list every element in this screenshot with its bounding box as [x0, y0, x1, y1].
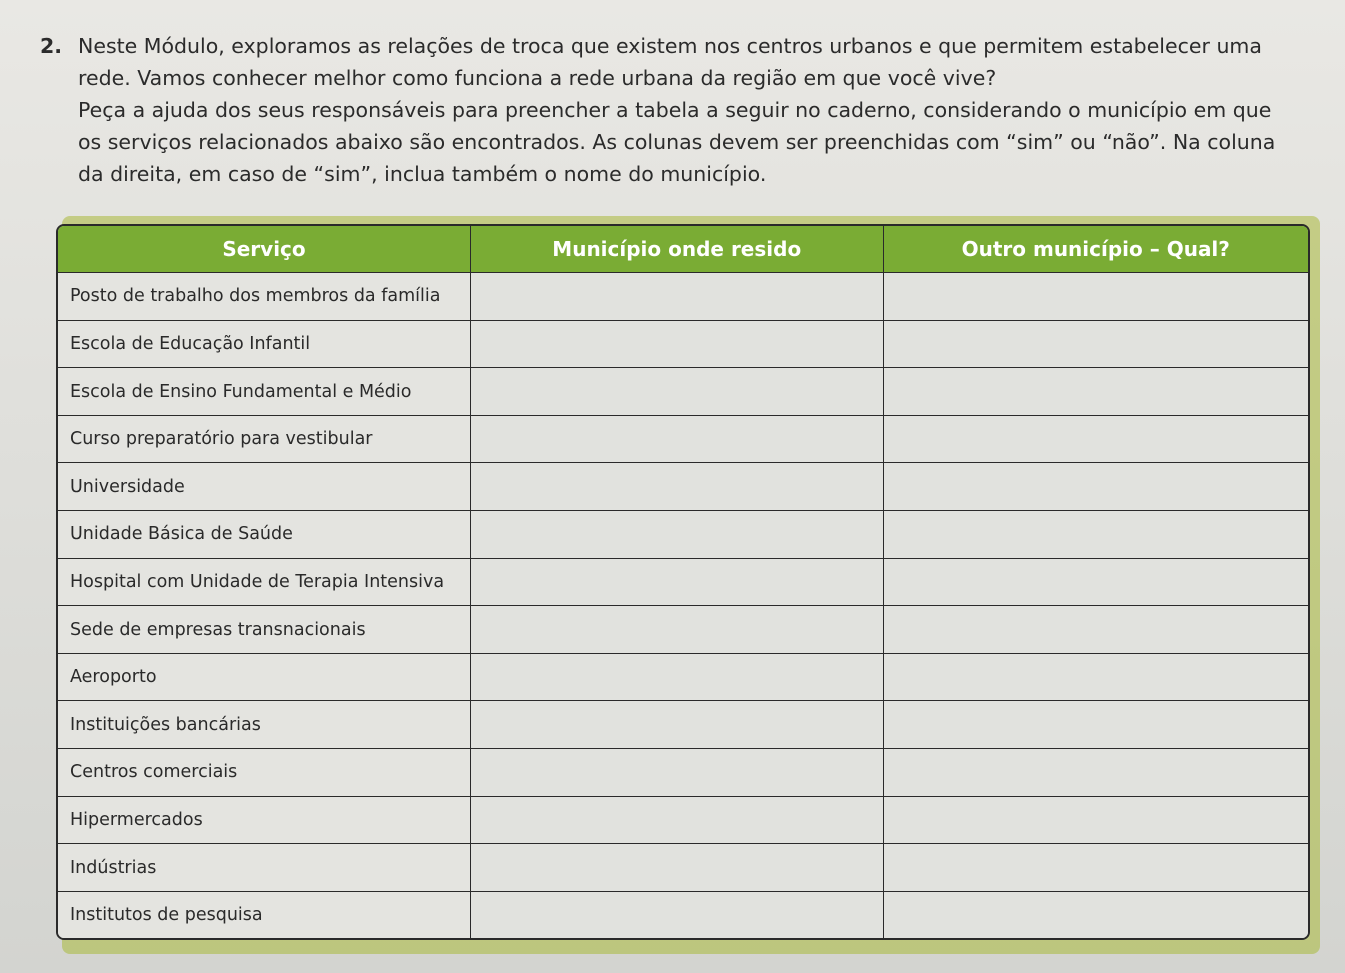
home-municipality-cell	[471, 796, 884, 844]
other-municipality-cell	[883, 653, 1308, 701]
home-municipality-cell	[471, 415, 884, 463]
service-cell: Escola de Ensino Fundamental e Médio	[58, 368, 471, 416]
question-block	[40, 30, 1300, 190]
header-service: Serviço	[58, 226, 471, 273]
home-municipality-cell	[471, 368, 884, 416]
question-text-1: Neste Módulo, exploramos as relações de troca que existem nos centros urbanos e que permitem estabelecer uma rede. Vamos conhecer melhor como funciona a rede urbana da região em que você vive?	[78, 34, 1262, 90]
question-number: 2.	[40, 34, 63, 58]
table-row	[58, 606, 1308, 654]
home-municipality-cell	[471, 701, 884, 749]
other-municipality-cell	[883, 796, 1308, 844]
service-cell: Indústrias	[58, 844, 471, 892]
question-text-2: Peça a ajuda dos seus responsáveis para preencher a tabela a seguir no caderno, considerando o município em que os serviços relacionados abaixo são encontrados. As colunas devem ser preenchidas com “sim” ou “não”. Na coluna da direita, em caso de “sim”, inclua também o nome do município.	[78, 98, 1276, 186]
table-row	[58, 415, 1308, 463]
home-municipality-cell	[471, 606, 884, 654]
table-row	[58, 273, 1308, 321]
service-cell: Posto de trabalho dos membros da família	[58, 273, 471, 321]
table-row	[58, 653, 1308, 701]
other-municipality-cell	[883, 368, 1308, 416]
service-cell: Escola de Educação Infantil	[58, 320, 471, 368]
services-table	[58, 226, 1308, 938]
service-cell: Centros comerciais	[58, 749, 471, 797]
service-cell: Sede de empresas transnacionais	[58, 606, 471, 654]
home-municipality-cell	[471, 749, 884, 797]
header-home-municipality: Município onde resido	[471, 226, 884, 273]
table-row	[58, 891, 1308, 938]
table-row	[58, 558, 1308, 606]
other-municipality-cell	[883, 558, 1308, 606]
home-municipality-cell	[471, 511, 884, 559]
home-municipality-cell	[471, 273, 884, 321]
table-row	[58, 701, 1308, 749]
service-cell: Unidade Básica de Saúde	[58, 511, 471, 559]
service-cell: Universidade	[58, 463, 471, 511]
table-body	[58, 273, 1308, 939]
home-municipality-cell	[471, 558, 884, 606]
table-row	[58, 749, 1308, 797]
table-row	[58, 844, 1308, 892]
service-cell: Hipermercados	[58, 796, 471, 844]
table-row	[58, 368, 1308, 416]
table-row	[58, 320, 1308, 368]
other-municipality-cell	[883, 749, 1308, 797]
other-municipality-cell	[883, 415, 1308, 463]
service-cell: Hospital com Unidade de Terapia Intensiva	[58, 558, 471, 606]
service-cell: Institutos de pesquisa	[58, 891, 471, 938]
home-municipality-cell	[471, 653, 884, 701]
question-paragraph-1	[40, 30, 1300, 94]
table-row	[58, 511, 1308, 559]
table-header-row	[58, 226, 1308, 273]
services-table-container	[56, 224, 1310, 940]
other-municipality-cell	[883, 844, 1308, 892]
other-municipality-cell	[883, 606, 1308, 654]
service-cell: Instituições bancárias	[58, 701, 471, 749]
question-paragraph-2	[40, 94, 1300, 190]
other-municipality-cell	[883, 701, 1308, 749]
home-municipality-cell	[471, 891, 884, 938]
service-cell: Curso preparatório para vestibular	[58, 415, 471, 463]
other-municipality-cell	[883, 891, 1308, 938]
home-municipality-cell	[471, 320, 884, 368]
other-municipality-cell	[883, 511, 1308, 559]
home-municipality-cell	[471, 844, 884, 892]
other-municipality-cell	[883, 320, 1308, 368]
service-cell: Aeroporto	[58, 653, 471, 701]
other-municipality-cell	[883, 273, 1308, 321]
table-row	[58, 796, 1308, 844]
home-municipality-cell	[471, 463, 884, 511]
table-row	[58, 463, 1308, 511]
header-other-municipality: Outro município – Qual?	[883, 226, 1308, 273]
other-municipality-cell	[883, 463, 1308, 511]
